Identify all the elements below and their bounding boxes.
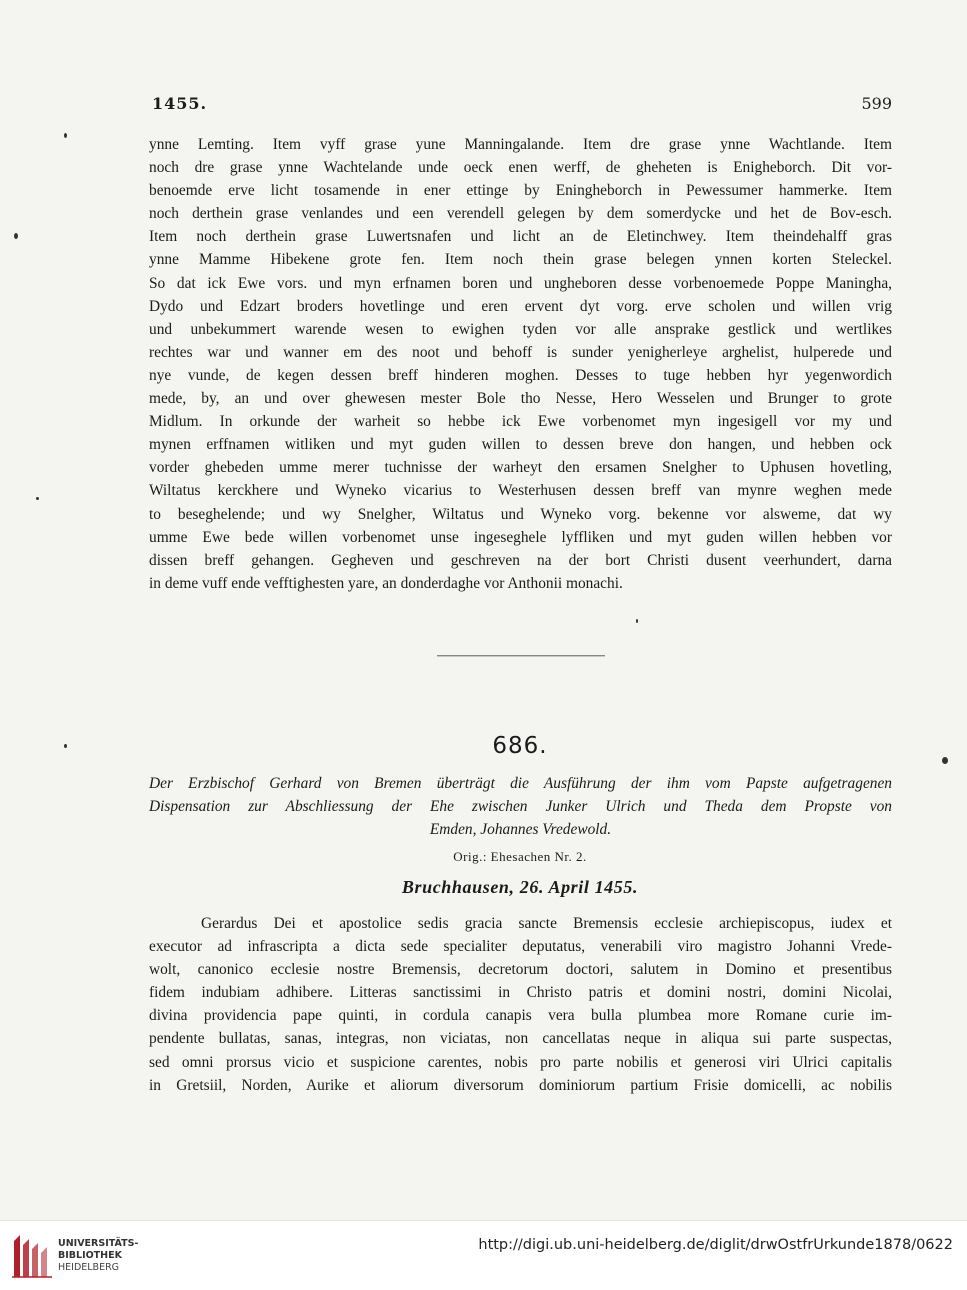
- scan-speck: [64, 744, 67, 748]
- text-line: So dat ick Ewe vors. und myn erfnamen boren und ungheboren desse vorbenoemede Poppe Maningha,: [149, 274, 892, 292]
- text-line: umme Ewe bede willen vorbenomet unse ingeseghele lyffliken und myt guden willen hebben vor: [149, 528, 892, 546]
- library-line: UNIVERSITÄTS-: [58, 1238, 139, 1249]
- text-line: Dydo und Edzart broders hovetlinge und eren ervent dyt vorg. erve scholen und willen vrig: [149, 297, 892, 315]
- text-line: divina providencia pape quinti, in cordula canapis vera bulla plumbea more Romane curie im-: [149, 1007, 892, 1025]
- text-line: mynen erffnamen witliken und myt guden willen to dessen breve don hangen, und hebben ock: [149, 436, 892, 454]
- footer-bar: [0, 1220, 967, 1290]
- text-line: ynne Lemting. Item vyff grase yune Manningalande. Item dre grase ynne Wachtlande. Item: [149, 136, 892, 153]
- text-line: wolt, canonico ecclesie nostre Bremensis, decretorum doctori, salutem in Domino et presentibus: [149, 961, 892, 979]
- text-line: Midlum. In orkunde der warheit so hebbe ick Ewe vorbenomet myn ingesigell vor my und: [149, 413, 892, 431]
- text-line: executor ad infrascripta a dicta sede specialiter deputatus, venerabili viro magistro Johanni Vrede-: [149, 938, 892, 956]
- text-line: ynne Mamme Hibekene grote fen. Item noch thein grase belegen ynnen korten Steleckel.: [149, 251, 892, 269]
- scan-speck: [64, 133, 67, 138]
- scan-speck: [36, 497, 39, 500]
- running-header: [152, 94, 892, 114]
- permalink-url[interactable]: http://digi.ub.uni-heidelberg.de/diglit/drwOstfrUrkunde1878/0622: [478, 1237, 953, 1253]
- summary-line: Der Erzbischof Gerhard von Bremen überträgt die Ausführung der ihm vom Papste aufgetragenen: [149, 775, 892, 792]
- text-line: sed omni prorsus vicio et suspicione carentes, nobis pro parte nobilis et generosi viri Ulrici capitalis: [149, 1053, 892, 1071]
- scan-speck: [14, 233, 18, 239]
- document-summary: [149, 772, 892, 841]
- text-line: Gerardus Dei et apostolice sedis gracia sancte Bremensis ecclesie archiepiscopus, iudex et: [201, 915, 892, 932]
- library-name: [58, 1238, 138, 1274]
- paragraph-document-686: [149, 912, 892, 1097]
- text-line: noch dre grase ynne Wachtelande unde oeck enen werff, de gheheten is Enigheborch. Dit vor-: [149, 159, 892, 177]
- text-line: noch derthein grase venlandes und een verendell gelegen by dem somerdycke und het de Bov-esch.: [149, 205, 892, 223]
- text-line: rechtes war und wanner em des noot und behoff is sunder yenigherleye arghelist, hulperede und: [149, 343, 892, 361]
- text-line: in deme vuff ende vefftighesten yare, an donderdaghe vor Anthonii monachi.: [149, 574, 623, 592]
- text-line: Item noch derthein grase Luwertsnafen und licht an de Eletinchwey. Item theindehalff gras: [149, 228, 892, 246]
- scan-speck: [636, 619, 638, 623]
- text-line: mede, by, an und over ghewesen mester Bole tho Nesse, Hero Wesselen und Brunger to grote: [149, 390, 892, 408]
- summary-line: Emden, Johannes Vredewold.: [429, 821, 612, 839]
- source-note: Orig.: Ehesachen Nr. 2.: [453, 849, 587, 864]
- university-library-logo-icon: [10, 1233, 54, 1279]
- library-line: HEIDELBERG: [58, 1262, 120, 1273]
- header-year: 1455.: [152, 94, 208, 113]
- scan-speck: [942, 757, 948, 764]
- paragraph-continued-document: [149, 133, 892, 595]
- library-line: BIBLIOTHEK: [58, 1250, 122, 1261]
- text-line: to beseghelende; und wy Snelgher, Wiltatus und Wyneko vorg. bekenne vor alsweme, dat wy: [149, 505, 892, 523]
- section-divider: [437, 655, 605, 657]
- text-line: benoemde erve licht tosamende in ener ettinge by Eningheborch in Pewessumer hammerke. Item: [149, 182, 892, 200]
- text-line: pendente bullatas, sanas, integras, non viciatas, non cancellatas neque in aliqua sui parte suspectas,: [149, 1030, 892, 1048]
- text-line: vorder ghebeden umme merer tuchnisse der warheyt den ersamen Snelgher to Uphusen hovetling,: [149, 459, 892, 477]
- text-line: dissen breff gehangen. Gegheven und geschreven na der bort Christi dusent veerhundert, darna: [149, 551, 892, 569]
- text-line: fidem indubiam adhibere. Litteras sanctissimi in Christo patris et domini nostri, domini Nicolai,: [149, 984, 892, 1002]
- text-line: nye vunde, de kegen dessen breff hinderen moghen. Desses to tuge hebben hyr yegenwordich: [149, 366, 892, 384]
- text-line: in Gretsiil, Norden, Aurike et aliorum diversorum dominiorum partium Frisie domicelli, ac nobilis: [149, 1076, 892, 1094]
- text-line: Wiltatus kerckhere und Wyneko vicarius to Westerhusen dessen breff van mynre weghen mede: [149, 482, 892, 500]
- summary-line: Dispensation zur Abschliessung der Ehe zwischen Junker Ulrich und Theda dem Propste von: [149, 798, 892, 816]
- document-number: 686.: [492, 733, 548, 759]
- text-line: und unbekummert warende wesen to ewighen tyden vor alle ansprake gestlick und wertlikes: [149, 320, 892, 338]
- page-number: 599: [861, 94, 892, 113]
- place-date-line: Bruchhausen, 26. April 1455.: [401, 877, 639, 897]
